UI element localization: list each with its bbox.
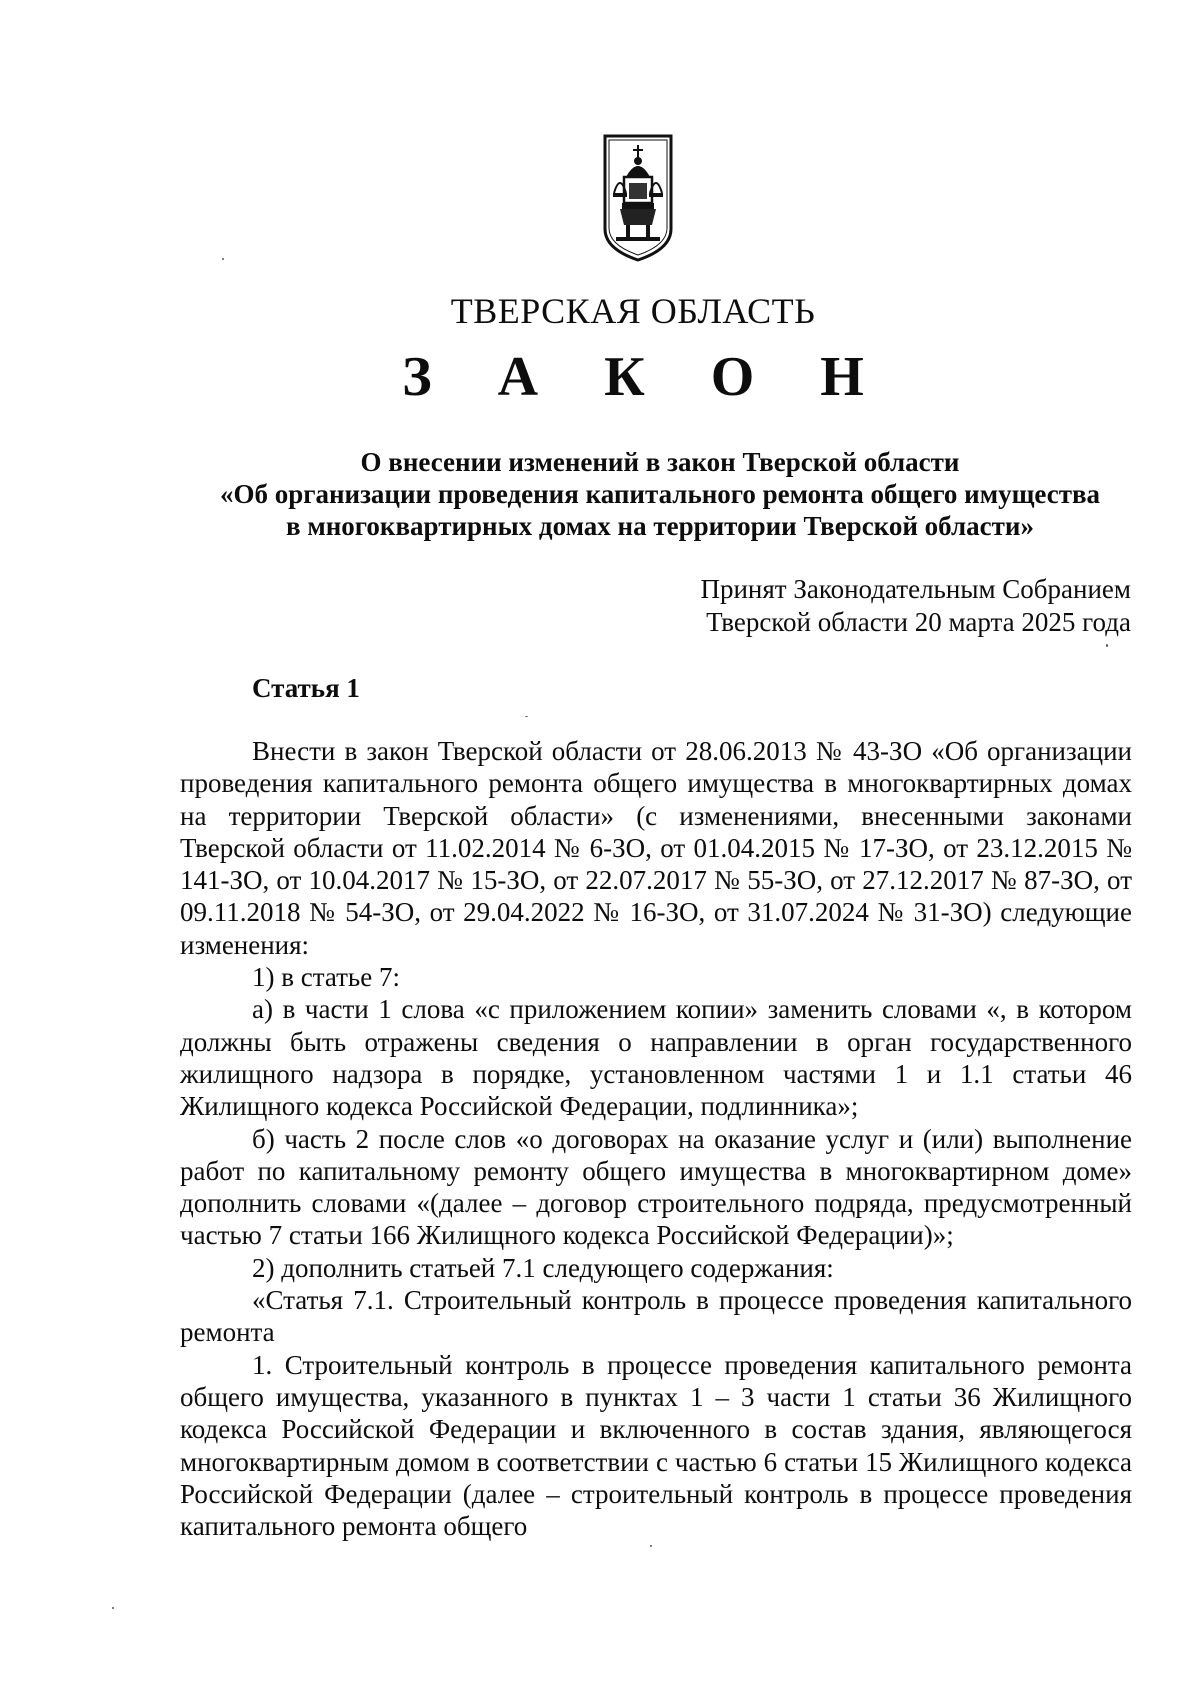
document-title — [180, 446, 1140, 542]
paragraph: 1) в статье 7: — [252, 962, 400, 993]
article-heading: Статья 1 — [252, 673, 360, 703]
coat-of-arms-icon — [602, 133, 674, 263]
paragraph: 1. Строительный контроль в процессе проведения капитального ремонта общего имущества, указанного в пунктах 1 – 3 части 1 статьи 36 Жилищного кодекса Российской Федерации и включенного в состав здания, являющегося многоквартирным домом в соответствии с частью 6 статьи 15 Жилищного кодекса Российской Федерации (далее – строительный контроль в процессе проведения капитального ремонта общего — [180, 1349, 1132, 1542]
adoption-line: Принят Законодательным Собранием — [700, 574, 1131, 604]
adoption-note — [700, 573, 1131, 639]
paragraph: Внести в закон Тверской области от 28.06.2013 № 43-ЗО «Об организации проведения капитального ремонта общего имущества в многоквартирных домах на территории Тверской области» (с изменениями, внесенными законами Тверской области от 11.02.2014 № 6-ЗО, от 01.04.2015 № 17-ЗО, от 23.12.2015 № 141-ЗО, от 10.04.2017 № 15-ЗО, от 22.07.2017 № 55-ЗО, от 27.12.2017 № 87-ЗО, от 09.11.2018 № 54-ЗО, от 29.04.2022 № 16-ЗО, от 31.07.2024 № 31-ЗО) следующие изменения: — [180, 736, 1132, 960]
scan-speck — [1106, 644, 1108, 647]
scan-speck — [650, 1545, 652, 1547]
scan-speck — [222, 258, 224, 260]
title-line: в многоквартирных домах на территории Тверской области» — [286, 511, 1034, 541]
adoption-line: Тверской области 20 марта 2025 года — [706, 607, 1131, 637]
title-line: О внесении изменений в закон Тверской области — [360, 447, 960, 477]
article-body — [180, 735, 1132, 1542]
region-name: ТВЕРСКАЯ ОБЛАСТЬ — [450, 291, 816, 331]
title-line: «Об организации проведения капитального ремонта общего имущества — [219, 479, 1101, 509]
document-type: З А К О Н — [402, 346, 890, 408]
scan-speck — [112, 1607, 114, 1609]
paragraph: а) в части 1 слова «с приложением копии» заменить словами «, в котором должны быть отражены сведения о направлении в орган государственного жилищного надзора в порядке, установленном частями 1 и 1.1 статьи 46 Жилищного кодекса Российской Федерации, подлинника»; — [180, 994, 1132, 1122]
paragraph: «Статья 7.1. Строительный контроль в процессе проведения капитального ремонта — [180, 1285, 1132, 1348]
scan-speck — [525, 716, 528, 717]
paragraph: б) часть 2 после слов «о договорах на оказание услуг и (или) выполнение работ по капитальному ремонту общего имущества в многоквартирном доме» дополнить словами «(далее – договор строительного подряда, предусмотренный частью 7 статьи 166 Жилищного кодекса Российской Федерации)»; — [180, 1123, 1132, 1251]
paragraph: 2) дополнить статьей 7.1 следующего содержания: — [252, 1252, 834, 1283]
